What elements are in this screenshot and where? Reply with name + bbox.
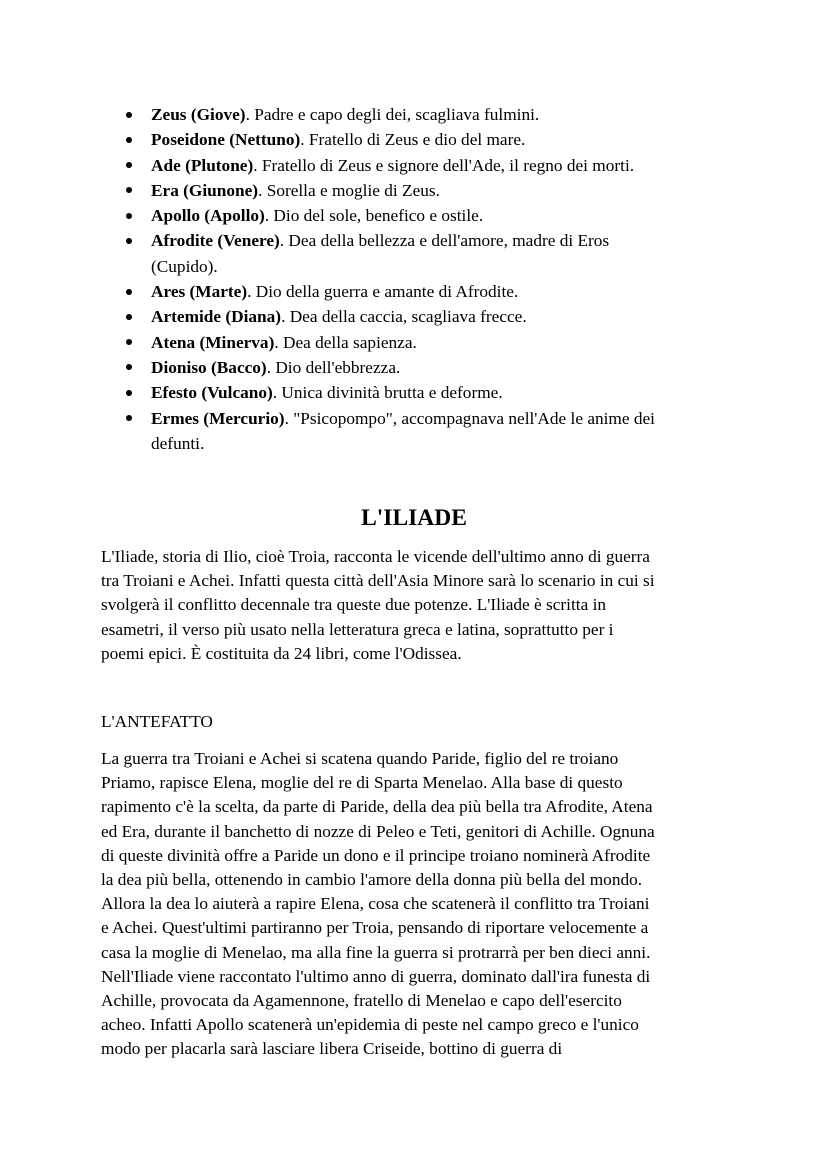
list-item <box>101 102 731 127</box>
god-description: . Dio dell'ebbrezza. <box>266 357 401 377</box>
bullet-icon <box>126 213 132 219</box>
bullet-icon <box>126 289 132 295</box>
god-description: . Dea della caccia, scagliava frecce. <box>281 307 527 327</box>
text-line: la dea più bella, ottenendo in cambio l'amore della donna più bella del mondo. <box>101 870 643 890</box>
bullet-icon <box>126 415 132 421</box>
text-line: Allora la dea lo aiuterà a rapire Elena, cosa che scatenerà il conflitto tra Troiani <box>101 894 650 914</box>
text-line: rapimento c'è la scelta, da parte di Paride, della dea più bella tra Afrodite, Atena <box>101 797 653 817</box>
list-item <box>101 355 731 380</box>
text-line: modo per placarla sarà lasciare libera Criseide, bottino di guerra di <box>101 1039 563 1059</box>
god-name: Ermes (Mercurio) <box>151 408 285 428</box>
god-name: Artemide (Diana) <box>151 307 282 327</box>
god-name: Atena (Minerva) <box>151 332 275 352</box>
god-description: . Padre e capo degli dei, scagliava fulmini. <box>245 105 540 124</box>
text-line: L'Iliade, storia di Ilio, cioè Troia, racconta le vicende dell'ultimo anno di guerra <box>101 547 650 566</box>
bullet-icon <box>126 339 132 345</box>
list-item <box>101 279 731 304</box>
god-description: . Dio del sole, benefico e ostile. <box>264 206 484 226</box>
god-name: Ade (Plutone) <box>151 155 254 175</box>
text-line: Priamo, rapisce Elena, moglie del re di Sparta Menelao. Alla base di questo <box>101 773 623 793</box>
god-description: . Fratello di Zeus e dio del mare. <box>300 130 526 150</box>
god-name: Ares (Marte) <box>151 282 248 302</box>
text-line: Nell'Iliade viene raccontato l'ultimo anno di guerra, dominato dall'ira funesta di <box>101 966 651 986</box>
antefatto-paragraph <box>101 747 731 1062</box>
list-item <box>101 127 731 152</box>
god-description: . Dea della bellezza e dell'amore, madre di Eros <box>279 231 610 251</box>
list-item <box>101 228 731 279</box>
god-description: . Unica divinità brutta e deforme. <box>272 383 503 403</box>
text-line: di queste divinità offre a Paride un dono e il principe troiano nominerà Afrodite <box>101 845 651 865</box>
bullet-icon <box>126 137 132 143</box>
text-line: esametri, il verso più usato nella letteratura greca e latina, soprattutto per i <box>101 619 614 639</box>
god-name: Era (Giunone) <box>151 180 259 200</box>
text-line: La guerra tra Troiani e Achei si scatena quando Paride, figlio del re troiano <box>101 749 619 768</box>
text-line: tra Troiani e Achei. Infatti questa città dell'Asia Minore sarà lo scenario in cui si <box>101 571 655 591</box>
iliade-title: L'ILIADE <box>361 505 467 531</box>
god-name: Apollo (Apollo) <box>151 206 265 226</box>
antefatto-heading: L'ANTEFATTO <box>101 712 213 731</box>
list-item <box>101 304 731 329</box>
god-description: . "Psicopompo", accompagnava nell'Ade le anime dei <box>284 408 655 428</box>
text-line: Achille, provocata da Agamennone, fratello di Menelao e capo dell'esercito <box>101 991 622 1011</box>
text-line: casa la moglie di Menelao, ma alla fine la guerra si protrarrà per ben dieci anni. <box>101 942 651 962</box>
list-item <box>101 178 731 203</box>
text-line: e Achei. Quest'ultimi partiranno per Troia, pensando di riportare velocemente a <box>101 918 649 938</box>
god-description: . Fratello di Zeus e signore dell'Ade, il regno dei morti. <box>253 155 635 175</box>
text-line: poemi epici. È costituita da 24 libri, come l'Odissea. <box>101 643 462 663</box>
iliade-paragraph <box>101 545 731 666</box>
text-line: ed Era, durante il banchetto di nozze di Peleo e Teti, genitori di Achille. Ognuna <box>101 821 655 841</box>
text-line: svolgerà il conflitto decennale tra queste due potenze. L'Iliade è scritta in <box>101 595 607 615</box>
gods-list <box>101 102 731 456</box>
god-name: Poseidone (Nettuno) <box>151 130 301 150</box>
god-description-continuation: (Cupido). <box>151 256 218 276</box>
bullet-icon <box>126 364 132 370</box>
god-name: Afrodite (Venere) <box>151 231 280 251</box>
god-name: Efesto (Vulcano) <box>151 383 273 403</box>
bullet-icon <box>126 314 132 320</box>
bullet-icon <box>126 112 132 118</box>
list-item <box>101 380 731 405</box>
list-item <box>101 330 731 355</box>
god-description: . Sorella e moglie di Zeus. <box>258 180 440 200</box>
list-item <box>101 203 731 228</box>
bullet-icon <box>126 390 132 396</box>
god-name: Dioniso (Bacco) <box>151 357 267 377</box>
bullet-icon <box>126 162 132 168</box>
god-name: Zeus (Giove) <box>151 105 246 124</box>
bullet-icon <box>126 187 132 193</box>
list-item <box>101 153 731 178</box>
god-description-continuation: defunti. <box>151 433 205 453</box>
list-item <box>101 406 731 457</box>
god-description: . Dio della guerra e amante di Afrodite. <box>247 282 519 302</box>
bullet-icon <box>126 238 132 244</box>
text-line: acheo. Infatti Apollo scatenerà un'epidemia di peste nel campo greco e l'unico <box>101 1015 639 1035</box>
god-description: . Dea della sapienza. <box>274 332 417 352</box>
